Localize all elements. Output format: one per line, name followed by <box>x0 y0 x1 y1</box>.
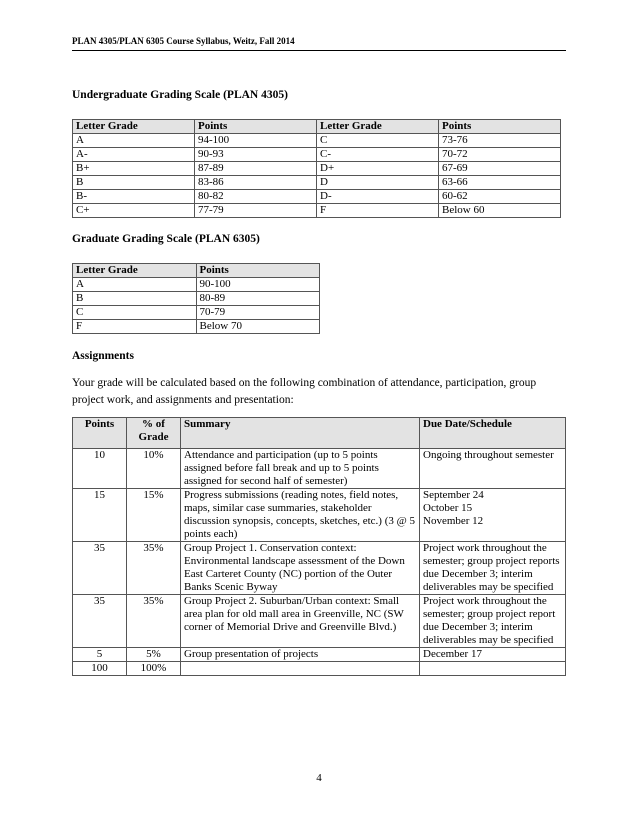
table-cell: Progress submissions (reading notes, field notes, maps, similar case summaries, stakeholder discussion synopsis, concepts, sketches, etc.) (3 @ 5 points each) <box>181 489 420 542</box>
table-cell: 77-79 <box>195 204 317 218</box>
table-cell: Group presentation of projects <box>181 648 420 662</box>
column-header: % of Grade <box>127 418 181 449</box>
table-cell: December 17 <box>420 648 566 662</box>
table-row <box>73 662 566 676</box>
table-cell: D <box>317 176 439 190</box>
column-header: Summary <box>181 418 420 449</box>
table-cell: 63-66 <box>439 176 561 190</box>
table-cell: 90-93 <box>195 148 317 162</box>
table-cell: C <box>317 134 439 148</box>
table-cell: 35 <box>73 595 127 648</box>
grad-grading-table <box>72 263 320 334</box>
table-cell: 15 <box>73 489 127 542</box>
table-cell: 5% <box>127 648 181 662</box>
column-header: Points <box>196 264 320 278</box>
table-cell: B <box>73 176 195 190</box>
document-content <box>72 88 566 676</box>
table-cell: F <box>73 320 197 334</box>
table-cell: 60-62 <box>439 190 561 204</box>
table-cell: 90-100 <box>196 278 320 292</box>
assignments-intro: Your grade will be calculated based on the following combination of attendance, participation, group project work, and assignments and presentation: <box>72 377 537 406</box>
table-cell: Below 60 <box>439 204 561 218</box>
table-cell <box>420 662 566 676</box>
table-cell: 35 <box>73 542 127 595</box>
table-cell: 70-79 <box>196 306 320 320</box>
table-cell: B+ <box>73 162 195 176</box>
table-header-row <box>73 120 561 134</box>
table-cell: 15% <box>127 489 181 542</box>
table-cell: A- <box>73 148 195 162</box>
table-cell: 87-89 <box>195 162 317 176</box>
table-cell: Ongoing throughout semester <box>420 449 566 489</box>
table-cell <box>181 662 420 676</box>
table-cell: D- <box>317 190 439 204</box>
table-row <box>73 148 561 162</box>
column-header: Letter Grade <box>317 120 439 134</box>
table-cell: 35% <box>127 595 181 648</box>
table-row <box>73 204 561 218</box>
table-cell: Project work throughout the semester; group project reports due December 3; interim deliverables may be specified <box>420 542 566 595</box>
table-row <box>73 176 561 190</box>
table-row <box>73 489 566 542</box>
table-header-row <box>73 418 566 449</box>
table-cell: Project work throughout the semester; group project report due December 3; interim deliverables may be specified <box>420 595 566 648</box>
page-header: PLAN 4305/PLAN 6305 Course Syllabus, Weitz, Fall 2014 <box>72 36 295 46</box>
table-cell: B <box>73 292 197 306</box>
table-cell: 80-89 <box>196 292 320 306</box>
table-cell: 70-72 <box>439 148 561 162</box>
table-cell: 80-82 <box>195 190 317 204</box>
table-row <box>73 278 320 292</box>
table-row <box>73 542 566 595</box>
table-cell: C+ <box>73 204 195 218</box>
table-cell: 94-100 <box>195 134 317 148</box>
column-header: Points <box>439 120 561 134</box>
column-header: Points <box>195 120 317 134</box>
table-cell: 10 <box>73 449 127 489</box>
table-row <box>73 595 566 648</box>
table-cell: 10% <box>127 449 181 489</box>
table-row <box>73 320 320 334</box>
table-cell: 100 <box>73 662 127 676</box>
table-cell: F <box>317 204 439 218</box>
table-row <box>73 306 320 320</box>
table-cell: C- <box>317 148 439 162</box>
table-cell: B- <box>73 190 195 204</box>
undergrad-grading-table <box>72 119 561 218</box>
assignments-table <box>72 417 566 676</box>
table-row <box>73 162 561 176</box>
table-cell: 35% <box>127 542 181 595</box>
page-number: 4 <box>316 772 322 784</box>
table-row <box>73 648 566 662</box>
table-row <box>73 449 566 489</box>
column-header: Letter Grade <box>73 120 195 134</box>
table-cell: A <box>73 134 195 148</box>
table-cell: September 24 October 15 November 12 <box>420 489 566 542</box>
table-cell: Group Project 1. Conservation context: Environmental landscape assessment of the Down East Carteret County (NC) portion of the Outer Banks Scenic Byway <box>181 542 420 595</box>
header-rule <box>72 50 566 51</box>
table-row <box>73 190 561 204</box>
table-cell: 73-76 <box>439 134 561 148</box>
column-header: Due Date/Schedule <box>420 418 566 449</box>
table-cell: 5 <box>73 648 127 662</box>
undergrad-scale-title: Undergraduate Grading Scale (PLAN 4305) <box>72 89 288 101</box>
assignments-title: Assignments <box>72 350 134 362</box>
table-cell: A <box>73 278 197 292</box>
table-header-row <box>73 264 320 278</box>
table-cell: 67-69 <box>439 162 561 176</box>
table-cell: Attendance and participation (up to 5 points assigned before fall break and up to 5 points assigned for second half of semester) <box>181 449 420 489</box>
table-cell: Below 70 <box>196 320 320 334</box>
table-cell: 83-86 <box>195 176 317 190</box>
table-cell: 100% <box>127 662 181 676</box>
column-header: Points <box>73 418 127 449</box>
table-row <box>73 134 561 148</box>
table-cell: D+ <box>317 162 439 176</box>
table-row <box>73 292 320 306</box>
grad-scale-title: Graduate Grading Scale (PLAN 6305) <box>72 233 260 245</box>
table-cell: Group Project 2. Suburban/Urban context: Small area plan for old mall area in Greenville, NC (SW corner of Memorial Drive and Greenville Blvd.) <box>181 595 420 648</box>
column-header: Letter Grade <box>73 264 197 278</box>
table-cell: C <box>73 306 197 320</box>
